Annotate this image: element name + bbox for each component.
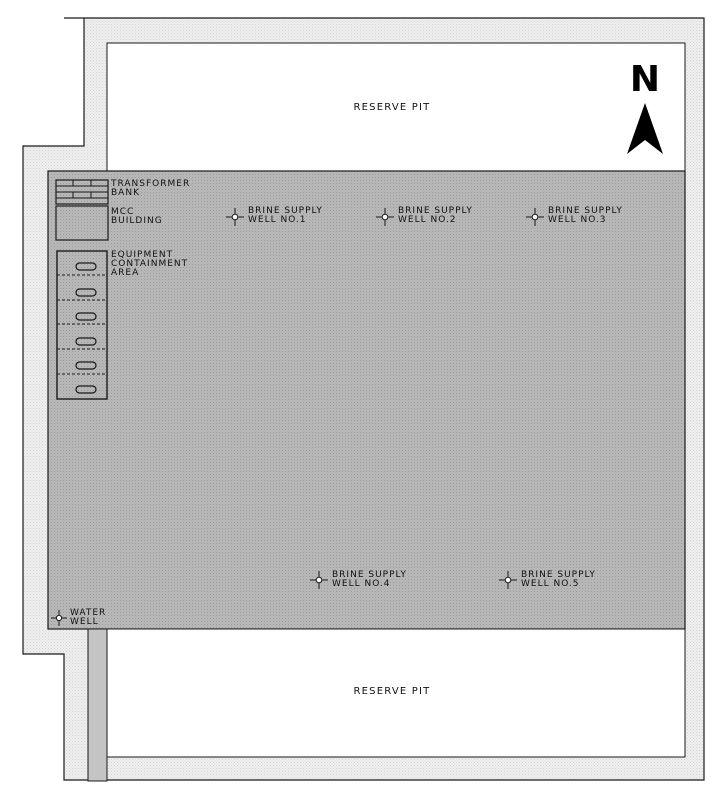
- well-symbol-icon: [505, 577, 511, 583]
- well-5-label-line2: WELL NO.5: [521, 579, 580, 589]
- well-1-label-line1: BRINE SUPPLY: [248, 206, 323, 216]
- north-label: N: [629, 59, 661, 100]
- well-2-label-line1: BRINE SUPPLY: [398, 206, 473, 216]
- equipment-label-1: EQUIPMENT: [111, 250, 174, 260]
- drilling-pad: [48, 171, 685, 629]
- reserve-pit-north-label: RESERVE PIT: [353, 102, 431, 113]
- reserve-pit-south-label: RESERVE PIT: [353, 686, 431, 697]
- water-well: [51, 608, 106, 627]
- well-5-label-line1: BRINE SUPPLY: [521, 570, 596, 580]
- mcc-label-2: BUILDING: [111, 216, 163, 226]
- well-3-label-line2: WELL NO.3: [548, 215, 607, 225]
- well-3-label-line1: BRINE SUPPLY: [548, 206, 623, 216]
- equipment-label-3: AREA: [111, 268, 140, 278]
- well-2-label-line2: WELL NO.2: [398, 215, 457, 225]
- well-1-label-line2: WELL NO.1: [248, 215, 307, 225]
- well-symbol-icon: [56, 615, 61, 620]
- water-well-label-1: WATER: [70, 608, 107, 618]
- equipment-label-2: CONTAINMENT: [111, 259, 189, 269]
- well-4-label-line1: BRINE SUPPLY: [332, 570, 407, 580]
- mcc-label-1: MCC: [111, 207, 135, 217]
- water-pipe-corridor: [88, 629, 107, 781]
- well-symbol-icon: [316, 577, 322, 583]
- transformer-label-1: TRANSFORMER: [111, 179, 191, 189]
- transformer-label-2: BANK: [111, 188, 140, 198]
- well-4-label-line2: WELL NO.4: [332, 579, 391, 589]
- well-symbol-icon: [382, 214, 388, 220]
- water-well-label-2: WELL: [70, 617, 99, 627]
- well-symbol-icon: [532, 214, 538, 220]
- well-symbol-icon: [232, 214, 238, 220]
